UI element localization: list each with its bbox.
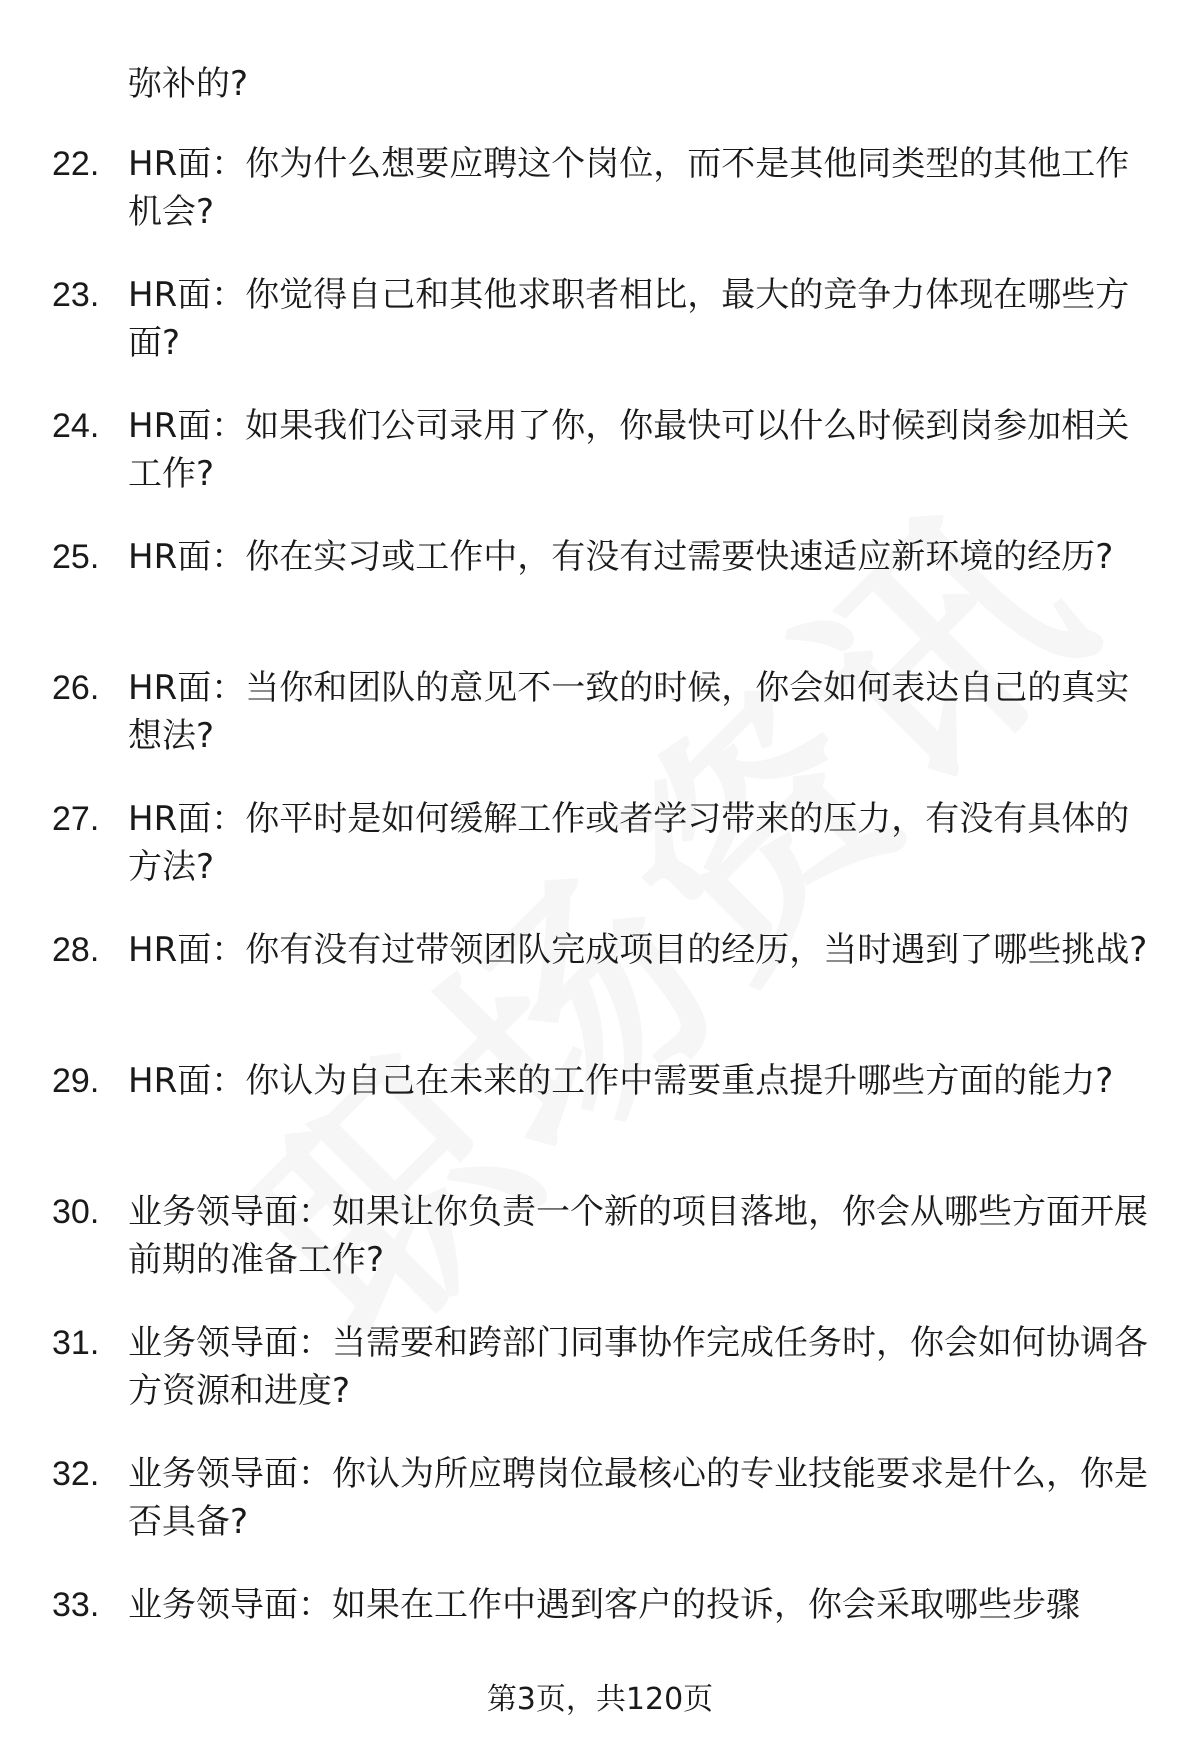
question-number: 23.	[52, 276, 100, 314]
question-number: 31.	[52, 1324, 100, 1362]
continuation-text: 弥补的?	[128, 64, 249, 104]
question-text: HR面：你平时是如何缓解工作或者学习带来的压力，有没有具体的方法?	[128, 799, 1130, 887]
question-text: HR面：你为什么想要应聘这个岗位，而不是其他同类型的其他工作机会?	[128, 144, 1130, 232]
question-number: 32.	[52, 1455, 100, 1493]
question-item	[0, 926, 1200, 1057]
question-text: HR面：当你和团队的意见不一致的时候，你会如何表达自己的真实想法?	[128, 668, 1130, 756]
question-item	[0, 140, 1200, 271]
question-text: HR面：你觉得自己和其他求职者相比，最大的竞争力体现在哪些方面?	[128, 275, 1130, 363]
question-number: 24.	[52, 407, 100, 445]
question-item	[0, 1188, 1200, 1319]
question-text: 业务领导面：你认为所应聘岗位最核心的专业技能要求是什么，你是否具备?	[128, 1454, 1148, 1542]
question-number: 26.	[52, 669, 100, 707]
question-number: 29.	[52, 1062, 100, 1100]
question-list	[0, 140, 1200, 1712]
question-text: HR面：你在实习或工作中，有没有过需要快速适应新环境的经历?	[128, 537, 1114, 577]
question-item	[0, 664, 1200, 795]
question-number: 28.	[52, 931, 100, 969]
question-item	[0, 795, 1200, 926]
question-text: HR面：你有没有过带领团队完成项目的经历，当时遇到了哪些挑战?	[128, 930, 1148, 970]
question-number: 22.	[52, 145, 100, 183]
question-item	[0, 1319, 1200, 1450]
question-item	[0, 1450, 1200, 1581]
question-number: 33.	[52, 1586, 100, 1624]
question-item	[0, 271, 1200, 402]
question-text: HR面：如果我们公司录用了你，你最快可以什么时候到岗参加相关工作?	[128, 406, 1130, 494]
question-text: 业务领导面：当需要和跨部门同事协作完成任务时，你会如何协调各方资源和进度?	[128, 1323, 1148, 1411]
question-item	[0, 1057, 1200, 1188]
question-number: 30.	[52, 1193, 100, 1231]
question-item	[0, 533, 1200, 664]
page-footer: 第3页，共120页	[486, 1682, 714, 1717]
question-item	[0, 402, 1200, 533]
question-text: 业务领导面：如果让你负责一个新的项目落地，你会从哪些方面开展前期的准备工作?	[128, 1192, 1148, 1280]
question-number: 25.	[52, 538, 100, 576]
question-text: 业务领导面：如果在工作中遇到客户的投诉，你会采取哪些步骤	[128, 1585, 1080, 1625]
question-text: HR面：你认为自己在未来的工作中需要重点提升哪些方面的能力?	[128, 1061, 1114, 1101]
question-number: 27.	[52, 800, 100, 838]
